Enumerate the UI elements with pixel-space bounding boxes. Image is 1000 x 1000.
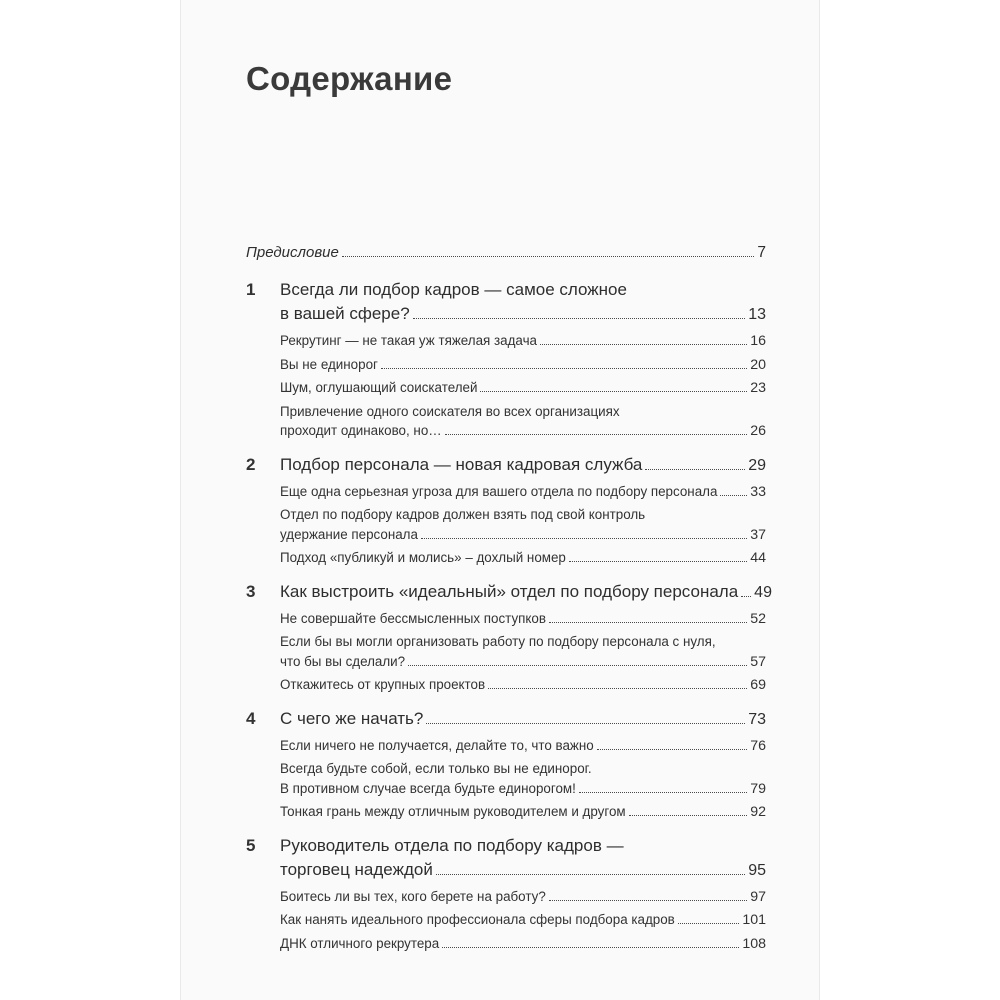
section-title-line: Привлечение одного соискателя во всех организациях xyxy=(280,403,620,419)
chapter-number: 4 xyxy=(246,708,256,728)
dot-leader xyxy=(569,561,747,562)
section-page: 52 xyxy=(750,610,766,627)
chapter-title-text: С чего же начать? xyxy=(280,708,424,728)
chapter-title xyxy=(280,453,766,478)
section-page: 37 xyxy=(750,526,766,543)
chapter-number: 5 xyxy=(246,835,256,855)
section-title: Не совершайте бессмысленных поступков xyxy=(280,610,546,626)
chapter-page: 13 xyxy=(748,306,766,323)
section-page: 108 xyxy=(742,935,766,952)
chapter-title-text: в вашей сфере? xyxy=(280,304,410,323)
dot-leader xyxy=(678,923,740,924)
section-page: 92 xyxy=(750,804,766,820)
chapter-page: 29 xyxy=(748,456,766,474)
section-page: 69 xyxy=(750,677,766,693)
section-entry xyxy=(280,779,766,800)
toc-chapter-2 xyxy=(246,453,766,569)
section-page: 57 xyxy=(750,653,766,670)
section-title: Вы не единорог xyxy=(280,356,378,372)
dot-leader xyxy=(381,368,747,369)
dot-leader xyxy=(445,434,748,435)
chapter-number: 2 xyxy=(246,454,256,474)
section-title: проходит одинаково, но… xyxy=(280,423,442,438)
section-entry xyxy=(280,525,766,546)
chapter-title xyxy=(280,302,766,327)
section-page: 44 xyxy=(750,550,766,566)
section-page: 23 xyxy=(750,380,766,396)
chapter-page: 95 xyxy=(748,861,766,879)
dot-leader xyxy=(408,665,747,666)
section-title: Тонкая грань между отличным руководителем и другом xyxy=(280,804,626,819)
section-page: 79 xyxy=(750,780,766,797)
dot-leader xyxy=(645,469,745,470)
dot-leader xyxy=(540,344,747,345)
section-page: 97 xyxy=(750,888,766,905)
section-entry xyxy=(280,675,766,696)
section-title: Боитесь ли вы тех, кого берете на работу? xyxy=(280,888,546,904)
section-title: Как нанять идеального профессионала сферы подбора кадров xyxy=(280,912,675,927)
section-entry xyxy=(280,548,766,569)
section-title: удержание персонала xyxy=(280,526,418,542)
chapter-number: 1 xyxy=(246,280,256,299)
section-title-line: Если бы вы могли организовать работу по подбору персонала с нуля, xyxy=(280,634,716,649)
chapter-title-text: торговец надеждой xyxy=(280,859,433,879)
chapter-title xyxy=(280,858,766,883)
chapter-title-line: Руководитель отдела по подбору кадров — xyxy=(280,835,624,855)
section-title: В противном случае всегда будьте единорогом! xyxy=(280,780,576,796)
section-title: Подход «публикуй и молись» – дохлый номер xyxy=(280,550,566,565)
section-page: 26 xyxy=(750,423,766,439)
section-title: ДНК отличного рекрутера xyxy=(280,935,440,951)
section-title: Откажитесь от крупных проектов xyxy=(280,677,486,692)
preface-page: 7 xyxy=(757,244,766,261)
dot-leader xyxy=(442,947,739,948)
page-title: Содержание xyxy=(246,60,453,97)
toc-chapter-1 xyxy=(246,278,766,442)
section-page: 16 xyxy=(750,333,766,349)
section-page: 33 xyxy=(750,483,766,500)
section-entry xyxy=(280,421,766,442)
dot-leader xyxy=(597,749,747,750)
dot-leader xyxy=(342,256,755,257)
section-entry xyxy=(280,482,766,503)
section-entry xyxy=(280,736,766,757)
section-entry xyxy=(280,887,766,908)
toc-chapter-5 xyxy=(246,834,766,955)
section-page: 76 xyxy=(750,737,766,754)
section-entry xyxy=(280,331,766,352)
dot-leader xyxy=(720,495,747,496)
chapter-number: 3 xyxy=(246,581,256,601)
chapter-title-text: Подбор персонала — новая кадровая служба xyxy=(280,454,643,474)
section-entry xyxy=(280,609,766,630)
chapter-page: 73 xyxy=(748,710,766,728)
preface-label: Предисловие xyxy=(246,244,339,261)
chapter-page: 49 xyxy=(754,583,772,601)
section-entry xyxy=(280,378,766,399)
section-page: 20 xyxy=(750,356,766,373)
dot-leader xyxy=(629,815,748,816)
dot-leader xyxy=(436,874,745,875)
chapter-title xyxy=(280,580,772,605)
section-title: Если ничего не получается, делайте то, что важно xyxy=(280,737,594,753)
chapter-title xyxy=(280,707,766,732)
section-title: Рекрутинг — не такая уж тяжелая задача xyxy=(280,333,538,348)
section-page: 101 xyxy=(742,912,766,928)
section-entry xyxy=(280,934,766,955)
dot-leader xyxy=(488,688,747,689)
section-entry xyxy=(280,355,766,376)
section-entry xyxy=(280,652,766,673)
section-title: Еще одна серьезная угроза для вашего отдела по подбору персонала xyxy=(280,483,718,499)
dot-leader xyxy=(549,900,747,901)
dot-leader xyxy=(741,596,751,597)
table-of-contents xyxy=(246,244,772,954)
toc-chapter-4 xyxy=(246,707,766,823)
chapter-title-text: Как выстроить «идеальный» отдел по подбору персонала xyxy=(280,581,739,601)
dot-leader xyxy=(579,792,747,793)
section-title: что бы вы сделали? xyxy=(280,653,406,669)
dot-leader xyxy=(549,622,747,623)
section-entry xyxy=(280,802,766,823)
section-title: Шум, оглушающий соискателей xyxy=(280,380,478,395)
toc-chapter-3 xyxy=(246,580,772,696)
dot-leader xyxy=(426,723,745,724)
section-entry xyxy=(280,910,766,931)
dot-leader xyxy=(413,318,746,319)
section-title-line: Отдел по подбору кадров должен взять под свой контроль xyxy=(280,507,646,522)
chapter-title-line: Всегда ли подбор кадров — самое сложное xyxy=(280,280,627,299)
dot-leader xyxy=(480,391,747,392)
section-title-line: Всегда будьте собой, если только вы не единорог. xyxy=(280,761,592,776)
toc-entry-preface xyxy=(246,244,766,264)
dot-leader xyxy=(421,538,747,539)
